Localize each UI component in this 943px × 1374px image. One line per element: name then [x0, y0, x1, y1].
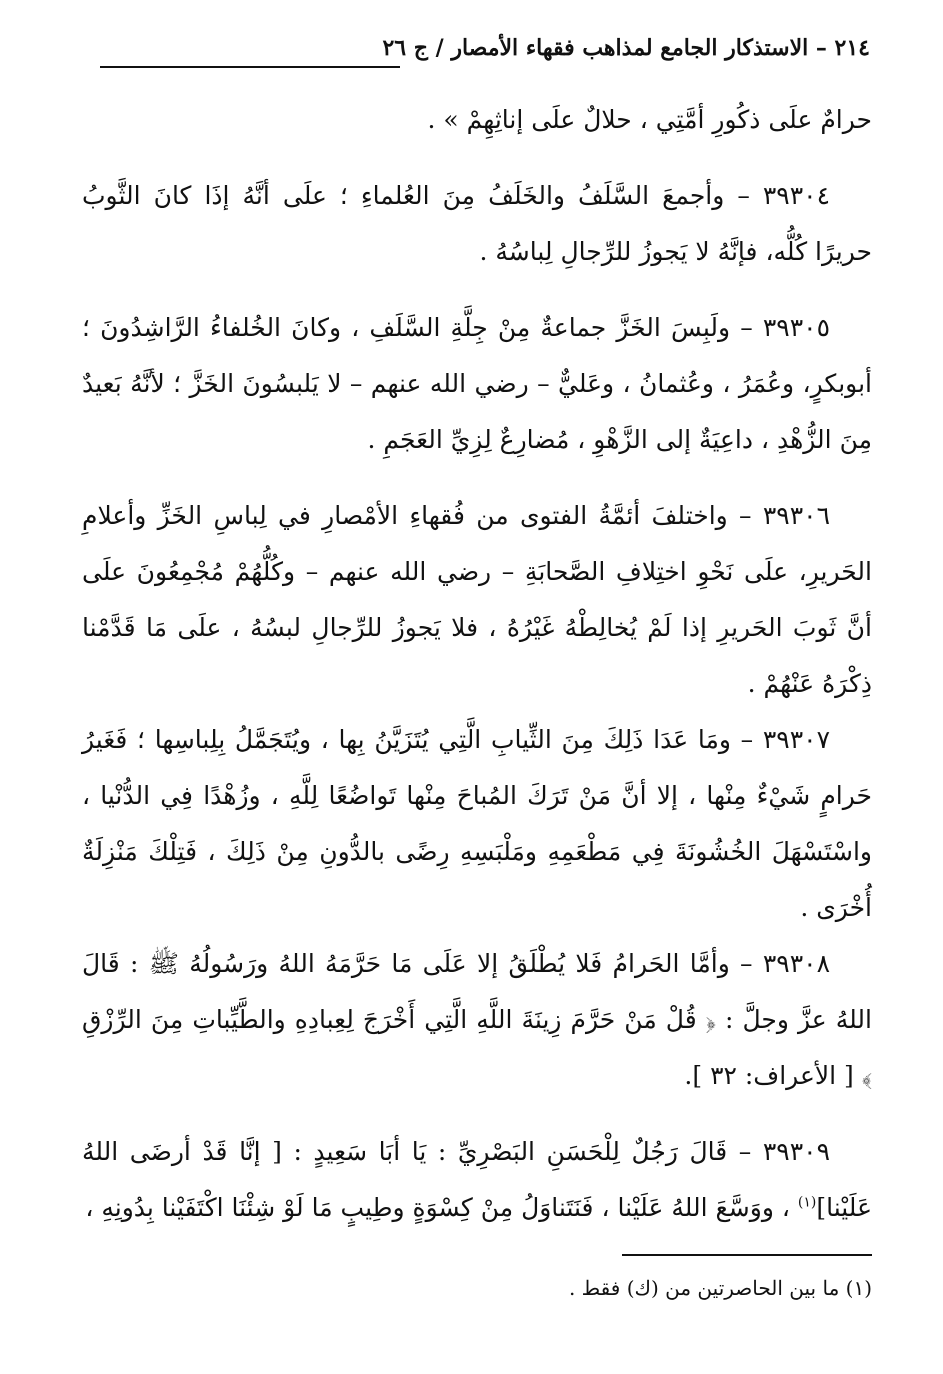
dash: –	[730, 313, 753, 342]
running-header: ٢١٤ – الاستذكار الجامع لمذاهب فقهاء الأمصار / ج ٢٦	[382, 35, 870, 61]
paragraph-gap	[82, 468, 872, 488]
paragraph-number: ٣٩٣٠٦	[762, 501, 830, 530]
paragraph-39306	[82, 488, 872, 712]
paragraph-text: وأمَّا الحَرامُ فَلا يُطْلَقُ إلا عَلَى مَا حَرَّمَهُ اللهُ ورَسُولُهُ ﷺ : قَالَ اللهُ عزَّ وجلَّ : ﴿ قُلْ مَنْ حَرَّمَ زِينَةَ اللَّهِ الَّتِي أَخْرَجَ لِعِبادِهِ والطَّيِّباتِ مِنَ الرِّزْقِ ﴾ [ الأعراف: ٣٢ ].	[82, 949, 872, 1090]
page-body	[82, 92, 872, 1236]
dash: –	[727, 501, 752, 530]
dash: –	[727, 1137, 752, 1166]
paragraph-text: وأجمعَ السَّلَفُ والخَلَفُ مِنَ العُلماءِ ؛ علَى أنَّهُ إذَا كانَ الثَّوبُ حريرًا كُلُّه، فإنَّهُ لا يَجوزُ للرِّجالِ لِباسُهُ .	[82, 181, 872, 266]
paragraph-text-continued: ، ووَسَّعَ اللهُ عَلَيْنا ، فَنَتَناوَلُ مِنْ كِسْوَةٍ وطِيبٍ مَا لَوْ شِئْنَا اكْتَفَيْنا بِدُونِهِ ،	[85, 1193, 798, 1222]
paragraph-number: ٣٩٣٠٤	[762, 181, 830, 210]
paragraph-39304	[82, 168, 872, 280]
paragraph-number: ٣٩٣٠٥	[762, 313, 831, 342]
footnote-separator	[622, 1254, 872, 1256]
footnote-reference[interactable]: (١)	[797, 1194, 817, 1211]
paragraph-number: ٣٩٣٠٩	[762, 1137, 830, 1166]
paragraph-39308	[82, 936, 872, 1104]
paragraph-gap	[82, 148, 872, 168]
paragraph-gap	[82, 1104, 872, 1124]
page-header	[100, 28, 870, 68]
paragraph-39305	[82, 300, 872, 468]
paragraph-39309	[82, 1124, 872, 1236]
paragraph-number: ٣٩٣٠٧	[762, 725, 830, 754]
dash: –	[729, 949, 753, 978]
paragraph-text: واختلفَ أئمَّةُ الفتوى من فُقهاءِ الأمْصارِ في لِباسِ الخَزِّ وأعلامِ الحَريرِ، علَى نَحْوِ اختِلافِ الصَّحابَةِ – رضي الله عنهم – وكُلُّهُمْ مُجْمِعُونَ علَى أنَّ ثَوبَ الحَريرِ إذا لَمْ يُخالِطْهُ غَيْرُهُ ، فلا يَجوزُ للرِّجالِ لبسُهُ ، علَى مَا قَدَّمْنا ذِكْرَهُ عَنْهُمْ .	[82, 501, 872, 698]
dash: –	[724, 181, 750, 210]
header-rule	[100, 66, 400, 68]
paragraph-text: ومَا عَدَا ذَلِكَ مِنَ الثِّيابِ الَّتِي يُتَزَيَّنُ بِها ، ويُتَجَمَّلُ بِلِباسِها ؛ فَغَيرُ حَرامٍ شَيْءٌ مِنْها ، إلا أنَّ مَنْ تَرَكَ المُباحَ مِنْها تَواضُعًا لِلَّهِ ، وزُهْدًا فِي الدُّنْيا ، واسْتَسْهَلَ الخُشُونَةَ فِي مَطْعَمِهِ ومَلْبَسِهِ رِضًى بالدُّونِ مِنْ ذَلِكَ ، فَتِلْكَ مَنْزِلَةٌ أُخْرَى .	[82, 725, 872, 922]
footnote	[82, 1270, 872, 1306]
paragraph-text: قَالَ رَجُلٌ لِلْحَسَنِ البَصْرِيِّ : يَا أبَا سَعِيدٍ : [ إنَّا قَدْ أرضَى اللهُ عَلَيْنا]	[82, 1137, 872, 1222]
paragraph-39307	[82, 712, 872, 936]
paragraph-text: حرامٌ علَى ذكُورِ أمَّتِي ، حلالٌ علَى إناثِهِمْ » .	[427, 105, 872, 134]
paragraph-number: ٣٩٣٠٨	[762, 949, 830, 978]
paragraph-continuation	[82, 92, 872, 148]
dash: –	[730, 725, 754, 754]
paragraph-gap	[82, 280, 872, 300]
paragraph-text: ولَبِسَ الخَزَّ جماعةٌ مِنْ جِلَّةِ السَّلَفِ ، وكانَ الخُلفاءُ الرَّاشِدُونَ ؛ أبوبكرٍ، وعُمَرُ ، وعُثمانُ ، وعَليٌّ – رضي الله عنهم – لا يَلبسُونَ الخَزَّ ؛ لأنَّهُ بَعيدٌ مِنَ الزُّهْدِ ، داعِيَةٌ إلى الزَّهْوِ ، مُضارِعٌ لِزِيِّ العَجَمِ .	[82, 313, 872, 454]
footnote-text: (١) ما بين الحاصرتين من (ك) فقط .	[568, 1276, 872, 1300]
